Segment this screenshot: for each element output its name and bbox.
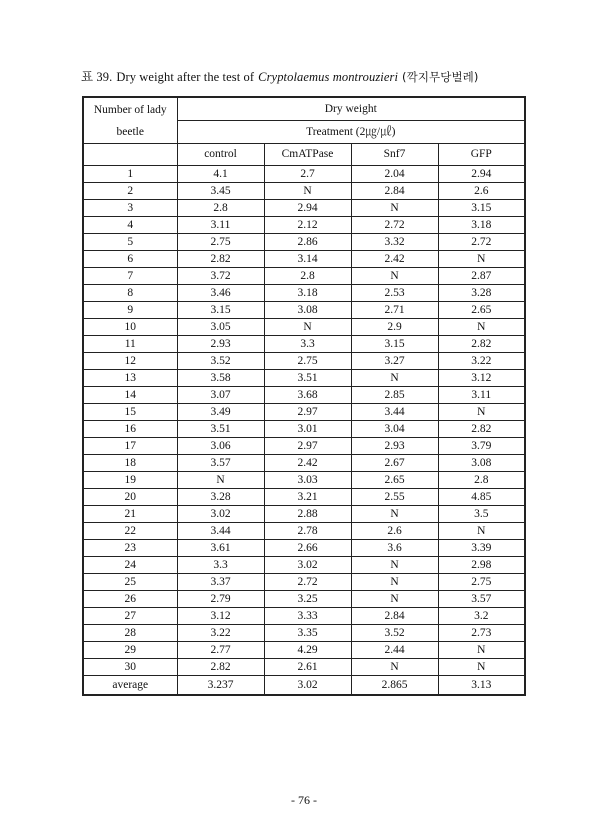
- value-cell: 3.27: [351, 353, 438, 370]
- value-cell: 3.03: [264, 472, 351, 489]
- value-cell: 2.12: [264, 217, 351, 234]
- value-cell: 2.8: [264, 268, 351, 285]
- caption-korean: (깍지무당벌레): [402, 70, 479, 84]
- table-row: [83, 285, 525, 302]
- value-cell: 3.68: [264, 387, 351, 404]
- value-cell: 3.15: [177, 302, 264, 319]
- row-number-cell: 22: [83, 523, 177, 540]
- empty-header-cell: [83, 144, 177, 166]
- row-number-cell: 4: [83, 217, 177, 234]
- value-cell: 3.57: [438, 591, 525, 608]
- table-row: [83, 217, 525, 234]
- table-row: [83, 438, 525, 455]
- value-cell: 3.01: [264, 421, 351, 438]
- value-cell: 3.28: [438, 285, 525, 302]
- value-cell: 3.12: [438, 370, 525, 387]
- value-cell: 2.9: [351, 319, 438, 336]
- value-cell: 3.3: [264, 336, 351, 353]
- value-cell: 2.53: [351, 285, 438, 302]
- table-row: [83, 387, 525, 404]
- value-cell: 3.11: [177, 217, 264, 234]
- caption-prefix: 표 39.: [81, 70, 113, 84]
- value-cell: 2.61: [264, 659, 351, 676]
- value-cell: 3.2: [438, 608, 525, 625]
- value-cell: 3.32: [351, 234, 438, 251]
- value-cell: 3.51: [264, 370, 351, 387]
- row-number-cell: 14: [83, 387, 177, 404]
- value-cell: 2.82: [438, 336, 525, 353]
- value-cell: 3.58: [177, 370, 264, 387]
- row-number-cell: 7: [83, 268, 177, 285]
- row-header-cell: Number of lady beetle: [83, 97, 177, 144]
- value-cell: 2.82: [177, 251, 264, 268]
- value-cell: 2.75: [438, 574, 525, 591]
- row-number-cell: 29: [83, 642, 177, 659]
- average-value-cell: 3.02: [264, 676, 351, 696]
- table-row: [83, 608, 525, 625]
- table-row: [83, 523, 525, 540]
- value-cell: N: [351, 506, 438, 523]
- value-cell: 2.78: [264, 523, 351, 540]
- value-cell: 2.6: [438, 183, 525, 200]
- value-cell: 3.08: [438, 455, 525, 472]
- value-cell: 2.72: [438, 234, 525, 251]
- value-cell: 2.93: [351, 438, 438, 455]
- value-cell: 3.08: [264, 302, 351, 319]
- table-header: [83, 97, 525, 166]
- value-cell: 2.94: [438, 166, 525, 183]
- value-cell: 2.72: [351, 217, 438, 234]
- row-number-cell: 24: [83, 557, 177, 574]
- value-cell: 3.52: [351, 625, 438, 642]
- value-cell: N: [438, 523, 525, 540]
- value-cell: 2.79: [177, 591, 264, 608]
- value-cell: 2.98: [438, 557, 525, 574]
- value-cell: 3.04: [351, 421, 438, 438]
- value-cell: 2.88: [264, 506, 351, 523]
- dry-weight-table: [82, 96, 526, 696]
- value-cell: 2.8: [177, 200, 264, 217]
- value-cell: N: [264, 319, 351, 336]
- row-number-cell: 15: [83, 404, 177, 421]
- value-cell: 3.35: [264, 625, 351, 642]
- value-cell: 3.22: [177, 625, 264, 642]
- value-cell: 2.8: [438, 472, 525, 489]
- table-row: [83, 642, 525, 659]
- value-cell: 3.06: [177, 438, 264, 455]
- value-cell: 2.87: [438, 268, 525, 285]
- value-cell: 2.84: [351, 608, 438, 625]
- value-cell: N: [438, 642, 525, 659]
- row-number-cell: 18: [83, 455, 177, 472]
- table-row: [83, 574, 525, 591]
- column-header: CmATPase: [264, 144, 351, 166]
- value-cell: 2.82: [177, 659, 264, 676]
- value-cell: 2.44: [351, 642, 438, 659]
- table-row: [83, 625, 525, 642]
- row-number-cell: 23: [83, 540, 177, 557]
- value-cell: N: [351, 591, 438, 608]
- value-cell: 2.71: [351, 302, 438, 319]
- row-number-cell: 20: [83, 489, 177, 506]
- value-cell: 3.02: [264, 557, 351, 574]
- column-header: Snf7: [351, 144, 438, 166]
- value-cell: 2.84: [351, 183, 438, 200]
- value-cell: 3.21: [264, 489, 351, 506]
- table-row: [83, 251, 525, 268]
- value-cell: N: [351, 659, 438, 676]
- table-caption: [81, 67, 478, 85]
- row-number-cell: 21: [83, 506, 177, 523]
- table-row: [83, 540, 525, 557]
- value-cell: 3.45: [177, 183, 264, 200]
- table-row: [83, 302, 525, 319]
- table-row: [83, 319, 525, 336]
- value-cell: 3.25: [264, 591, 351, 608]
- row-number-cell: 10: [83, 319, 177, 336]
- value-cell: 3.61: [177, 540, 264, 557]
- value-cell: 3.05: [177, 319, 264, 336]
- value-cell: 2.75: [177, 234, 264, 251]
- row-number-cell: 5: [83, 234, 177, 251]
- row-number-cell: 3: [83, 200, 177, 217]
- value-cell: 2.77: [177, 642, 264, 659]
- value-cell: 3.22: [438, 353, 525, 370]
- value-cell: 3.18: [438, 217, 525, 234]
- table-row: [83, 472, 525, 489]
- table-row: [83, 557, 525, 574]
- row-number-cell: 11: [83, 336, 177, 353]
- average-value-cell: 2.865: [351, 676, 438, 696]
- page-number: - 76 -: [291, 793, 317, 807]
- value-cell: 2.65: [438, 302, 525, 319]
- value-cell: 2.7: [264, 166, 351, 183]
- value-cell: 2.86: [264, 234, 351, 251]
- row-number-cell: 19: [83, 472, 177, 489]
- table-row: [83, 489, 525, 506]
- value-cell: 2.72: [264, 574, 351, 591]
- caption-species: Cryptolaemus montrouzieri: [258, 70, 399, 84]
- column-header: control: [177, 144, 264, 166]
- row-number-cell: 1: [83, 166, 177, 183]
- table-row: [83, 404, 525, 421]
- value-cell: N: [351, 268, 438, 285]
- average-value-cell: 3.237: [177, 676, 264, 696]
- table-row: [83, 455, 525, 472]
- row-number-cell: 25: [83, 574, 177, 591]
- value-cell: 3.44: [351, 404, 438, 421]
- value-cell: 3.33: [264, 608, 351, 625]
- value-cell: 2.93: [177, 336, 264, 353]
- value-cell: N: [351, 200, 438, 217]
- value-cell: 3.39: [438, 540, 525, 557]
- value-cell: N: [351, 370, 438, 387]
- row-number-cell: 6: [83, 251, 177, 268]
- value-cell: 2.82: [438, 421, 525, 438]
- value-cell: 4.85: [438, 489, 525, 506]
- value-cell: 3.51: [177, 421, 264, 438]
- row-number-cell: 27: [83, 608, 177, 625]
- value-cell: 2.94: [264, 200, 351, 217]
- group-header-cell: Dry weight: [177, 97, 525, 121]
- value-cell: 3.18: [264, 285, 351, 302]
- value-cell: N: [351, 574, 438, 591]
- value-cell: 2.85: [351, 387, 438, 404]
- table-row: [83, 200, 525, 217]
- table-row: [83, 234, 525, 251]
- value-cell: 2.97: [264, 404, 351, 421]
- value-cell: 3.57: [177, 455, 264, 472]
- value-cell: 2.67: [351, 455, 438, 472]
- value-cell: N: [438, 659, 525, 676]
- value-cell: 2.73: [438, 625, 525, 642]
- table-row: [83, 336, 525, 353]
- dry-weight-table-container: [82, 96, 524, 696]
- table-row: [83, 421, 525, 438]
- table-row: [83, 370, 525, 387]
- value-cell: 3.46: [177, 285, 264, 302]
- value-cell: 3.52: [177, 353, 264, 370]
- value-cell: 3.15: [438, 200, 525, 217]
- treatment-header-cell: Treatment (2㎍/㎕): [177, 121, 525, 144]
- value-cell: N: [438, 404, 525, 421]
- table-row: [83, 183, 525, 200]
- row-number-cell: 2: [83, 183, 177, 200]
- value-cell: 3.14: [264, 251, 351, 268]
- table-row: [83, 268, 525, 285]
- value-cell: 2.66: [264, 540, 351, 557]
- row-number-cell: 28: [83, 625, 177, 642]
- row-number-cell: 26: [83, 591, 177, 608]
- table-row: [83, 659, 525, 676]
- value-cell: 2.6: [351, 523, 438, 540]
- value-cell: N: [351, 557, 438, 574]
- value-cell: 4.1: [177, 166, 264, 183]
- average-label-cell: average: [83, 676, 177, 696]
- average-row: [83, 676, 525, 696]
- value-cell: 2.97: [264, 438, 351, 455]
- value-cell: 3.37: [177, 574, 264, 591]
- row-number-cell: 13: [83, 370, 177, 387]
- average-value-cell: 3.13: [438, 676, 525, 696]
- value-cell: N: [438, 319, 525, 336]
- value-cell: 3.07: [177, 387, 264, 404]
- row-number-cell: 16: [83, 421, 177, 438]
- value-cell: 3.15: [351, 336, 438, 353]
- value-cell: 2.42: [264, 455, 351, 472]
- value-cell: 3.02: [177, 506, 264, 523]
- caption-text: Dry weight after the test of: [116, 70, 255, 84]
- value-cell: 3.6: [351, 540, 438, 557]
- value-cell: 3.11: [438, 387, 525, 404]
- table-row: [83, 591, 525, 608]
- value-cell: 2.65: [351, 472, 438, 489]
- value-cell: 2.42: [351, 251, 438, 268]
- value-cell: 3.3: [177, 557, 264, 574]
- row-number-cell: 17: [83, 438, 177, 455]
- value-cell: N: [264, 183, 351, 200]
- value-cell: 3.12: [177, 608, 264, 625]
- table-row: [83, 506, 525, 523]
- value-cell: 3.79: [438, 438, 525, 455]
- value-cell: 3.5: [438, 506, 525, 523]
- value-cell: N: [177, 472, 264, 489]
- table-row: [83, 166, 525, 183]
- value-cell: 3.28: [177, 489, 264, 506]
- row-number-cell: 9: [83, 302, 177, 319]
- column-header: GFP: [438, 144, 525, 166]
- row-number-cell: 8: [83, 285, 177, 302]
- value-cell: 2.75: [264, 353, 351, 370]
- value-cell: N: [438, 251, 525, 268]
- value-cell: 3.49: [177, 404, 264, 421]
- value-cell: 3.44: [177, 523, 264, 540]
- row-number-cell: 30: [83, 659, 177, 676]
- value-cell: 2.55: [351, 489, 438, 506]
- value-cell: 3.72: [177, 268, 264, 285]
- table-row: [83, 353, 525, 370]
- value-cell: 2.04: [351, 166, 438, 183]
- table-body: [83, 166, 525, 696]
- value-cell: 4.29: [264, 642, 351, 659]
- row-number-cell: 12: [83, 353, 177, 370]
